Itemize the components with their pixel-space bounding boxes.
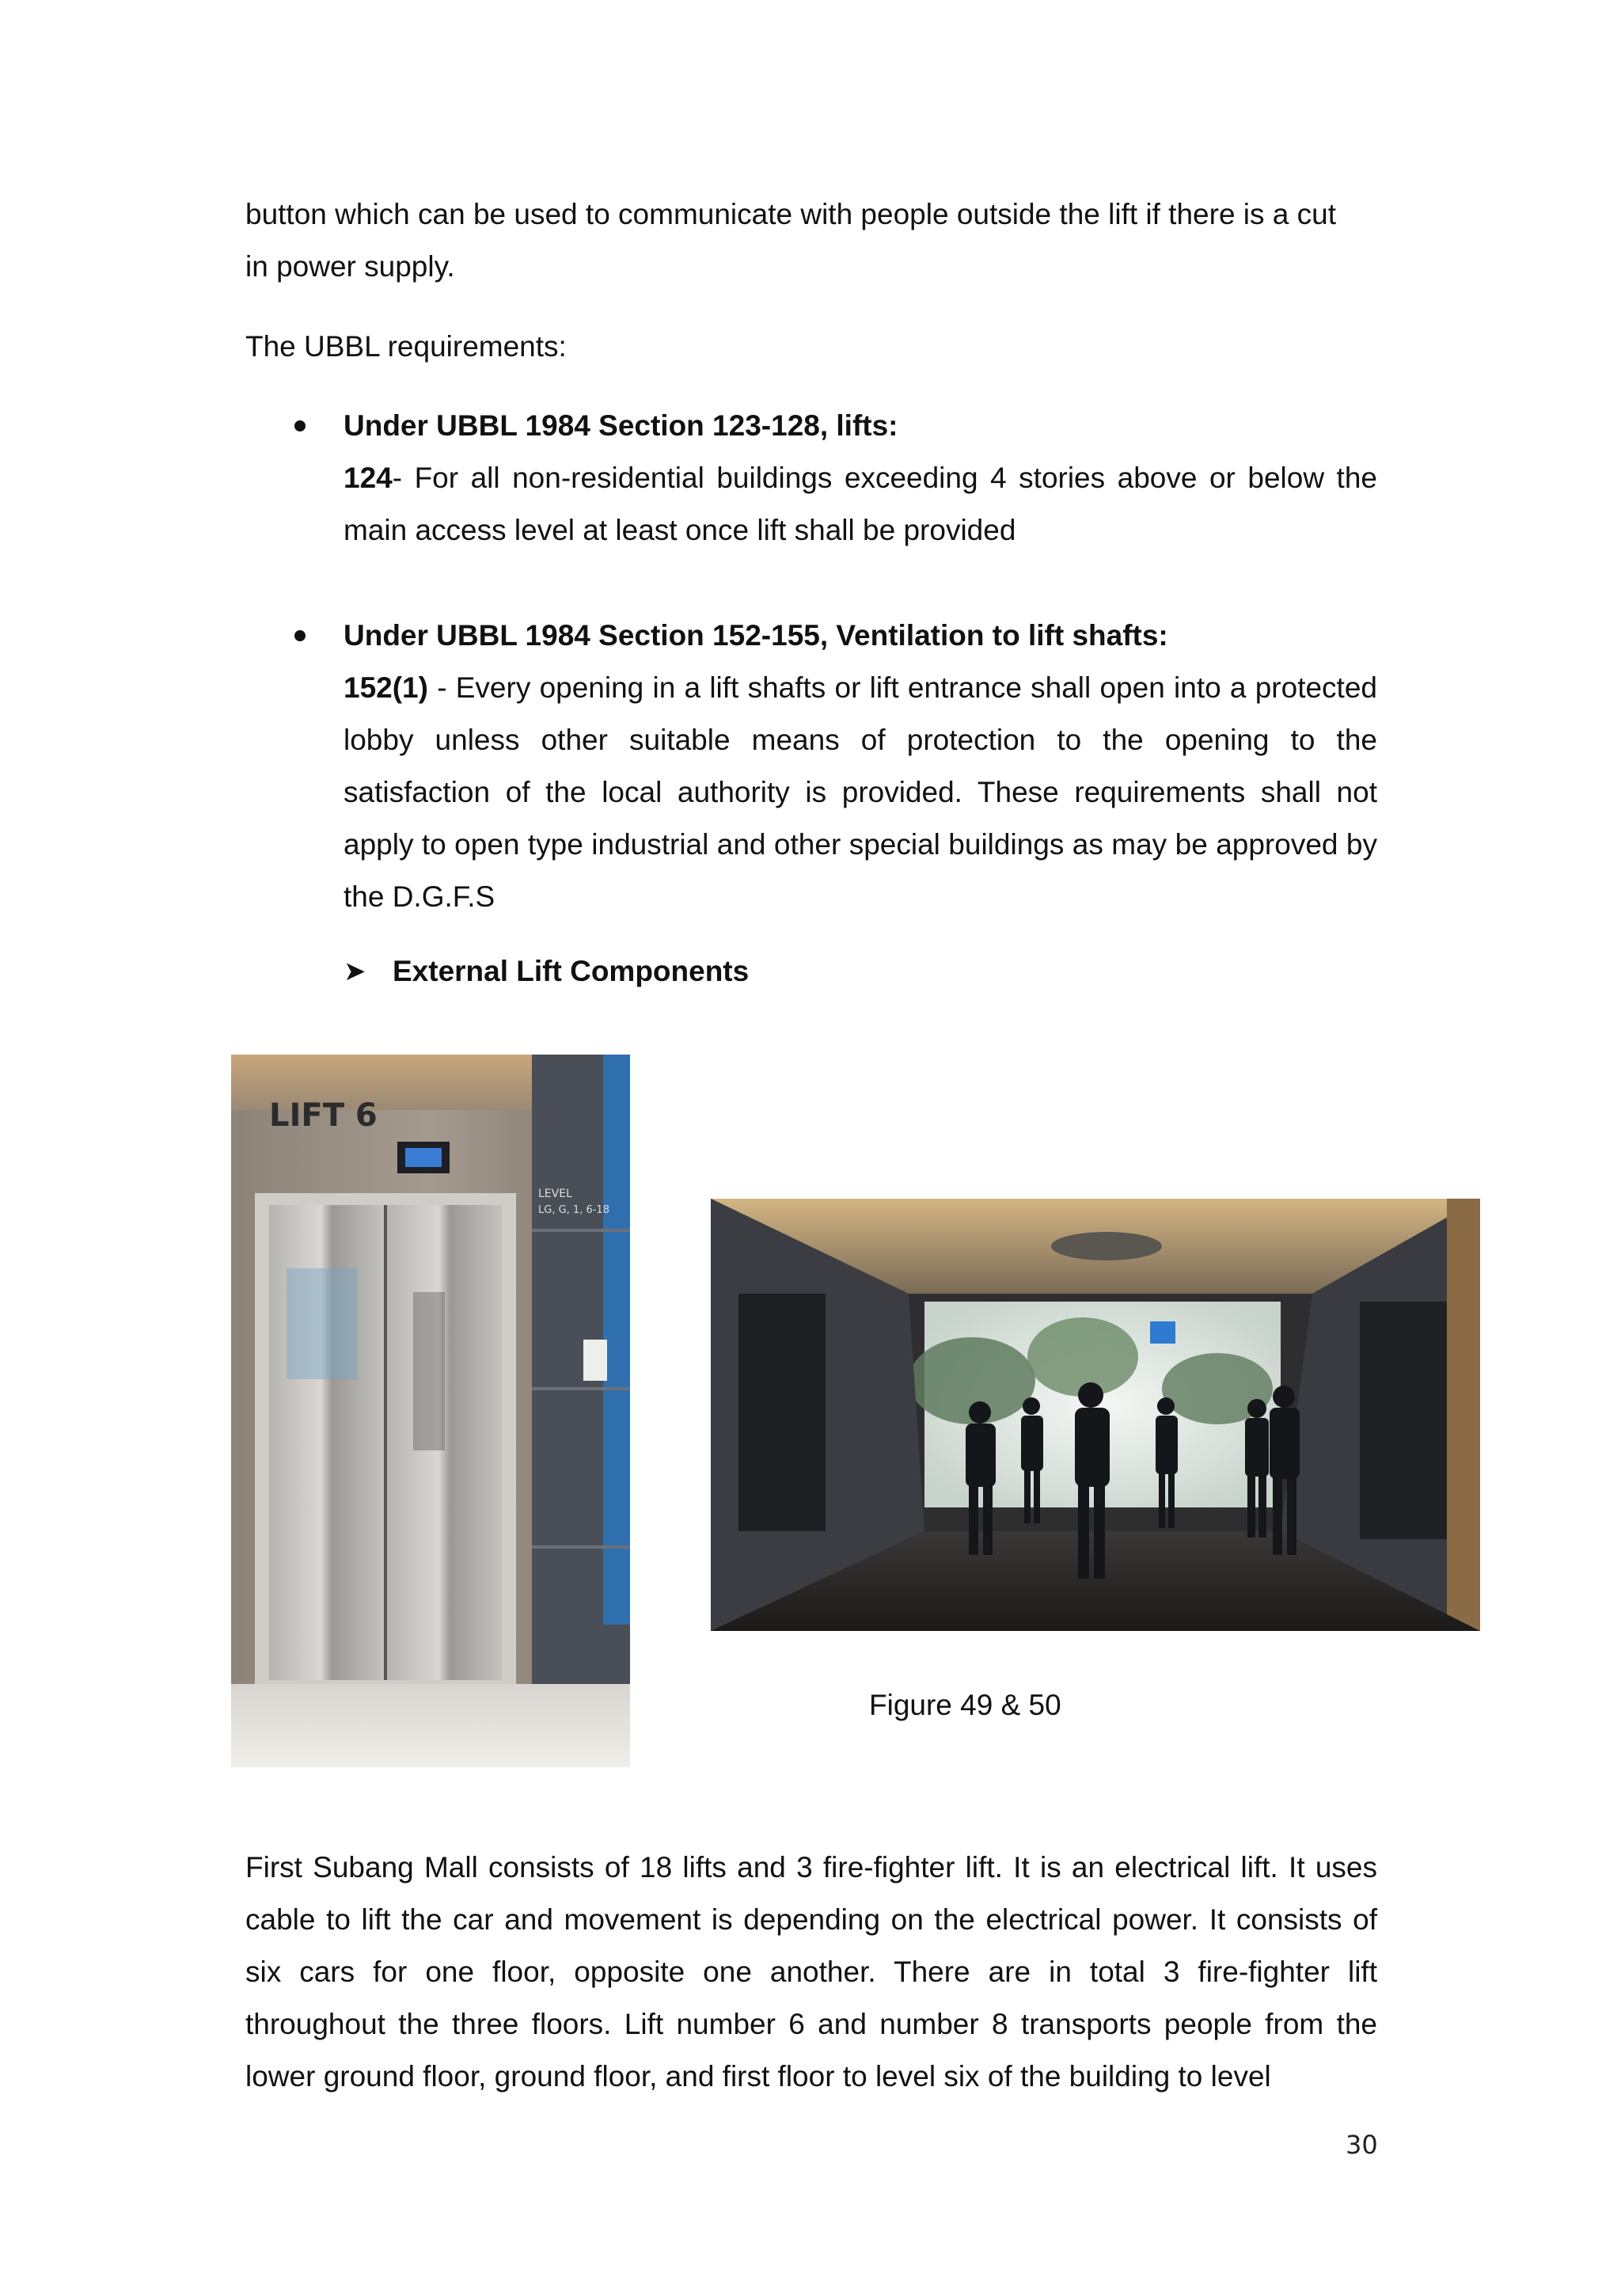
sub-heading-row [344, 945, 1135, 998]
ubbl-intro: The UBBL requirements: [245, 330, 567, 363]
bullet-dot-icon [294, 420, 306, 431]
lift-door-photo [231, 1055, 630, 1767]
lift-door-image [231, 1055, 630, 1767]
clause-text: - For all non-residential buildings exceeding 4 stories above or below the main access level at least once lift shall be provided [344, 462, 1377, 546]
bullet-item-2 [245, 610, 1377, 926]
clause-text: - Every opening in a lift shafts or lift entrance shall open into a protected lobby unless other suitable means of protection to the opening to the satisfaction of the local authority is provided. These requirements shall not apply to open type industrial and other special buildings as may be approved by the D.G.F.S [344, 671, 1377, 913]
figure-caption: Figure 49 & 50 [869, 1689, 1061, 1721]
lift-lobby-image [711, 1199, 1480, 1631]
arrow-bullet-icon: ➤ [344, 956, 366, 986]
body-paragraph: First Subang Mall consists of 18 lifts and 3 fire-fighter lift. It is an electrical lift. It uses cable to lift the car and movement is depending on the electrical power. It consists of six cars for one floor, opposite one another. There are in total 3 fire-fighter lift throughout the three floors. Lift number 6 and number 8 transports people from the lower ground floor, ground floor, and first floor to level six of the building to level [245, 1851, 1377, 2093]
level-values: LG, G, 1, 6-18 [538, 1204, 609, 1216]
bullet-clause-2 [344, 662, 1377, 923]
bullet-heading-2: Under UBBL 1984 Section 152-155, Ventilation to lift shafts: [344, 619, 1168, 652]
clause-number: 152(1) [344, 671, 428, 704]
lift-sign-text: LIFT 6 [269, 1097, 378, 1134]
intro-line-1: button which can be used to communicate with people outside the lift if there is a cut [245, 198, 1337, 230]
bullet-item-1 [245, 400, 1377, 558]
bullet-dot-icon [294, 630, 306, 641]
bullet-clause-1 [344, 452, 1377, 557]
page-number: 30 [1346, 2130, 1378, 2160]
lift-lobby-photo [711, 1199, 1480, 1631]
bullet-heading-1: Under UBBL 1984 Section 123-128, lifts: [344, 409, 898, 442]
intro-line-2: in power supply. [245, 250, 455, 283]
clause-number: 124 [344, 462, 393, 494]
level-label: LEVEL [538, 1188, 572, 1200]
sub-heading: External Lift Components [393, 955, 750, 987]
intro-paragraph [245, 188, 1377, 293]
